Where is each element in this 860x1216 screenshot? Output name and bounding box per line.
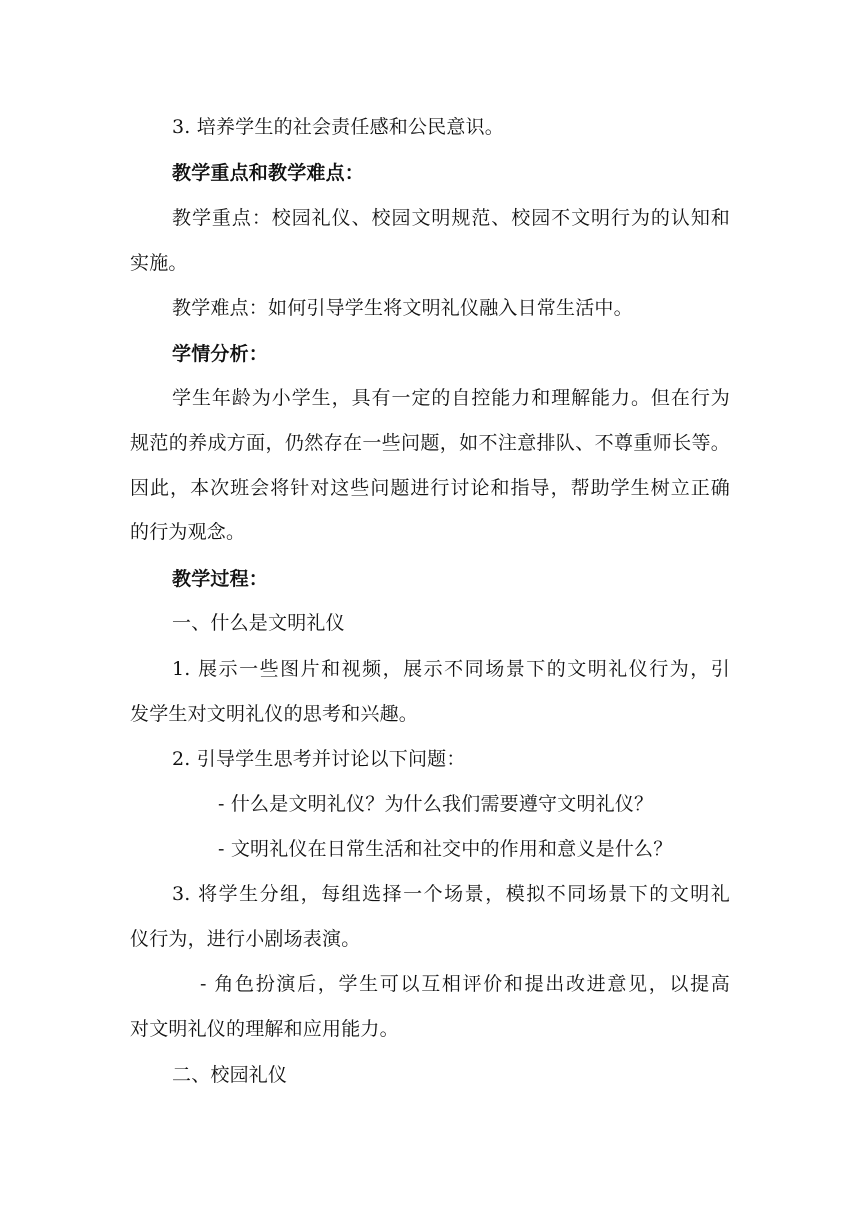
student-analysis-line-4: 的行为观念。 bbox=[130, 521, 246, 543]
student-analysis-line-3: 因此，本次班会将针对这些问题进行讨论和指导，帮助学生树立正确 bbox=[130, 477, 730, 499]
process-step-3-line-2: 仪行为，进行小剧场表演。 bbox=[130, 928, 361, 950]
key-point-line-2: 实施。 bbox=[130, 252, 188, 274]
process-step-1-line-1: 1. 展示一些图片和视频，展示不同场景下的文明礼仪行为，引 bbox=[172, 658, 730, 680]
discussion-question-1: - 什么是文明礼仪？为什么我们需要遵守文明礼仪？ bbox=[218, 793, 654, 815]
student-analysis-line-2: 规范的养成方面，仍然存在一些问题，如不注意排队、不尊重师长等。 bbox=[130, 432, 730, 454]
process-step-3-line-1: 3. 将学生分组，每组选择一个场景，模拟不同场景下的文明礼 bbox=[172, 883, 730, 905]
key-point-line-1: 教学重点：校园礼仪、校园文明规范、校园不文明行为的认知和 bbox=[172, 207, 730, 229]
process-step-1-line-2: 发学生对文明礼仪的思考和兴趣。 bbox=[130, 703, 419, 725]
section-heading-key-points: 教学重点和教学难点： bbox=[172, 162, 365, 184]
role-play-note-line-2: 对文明礼仪的理解和应用能力。 bbox=[130, 1018, 399, 1040]
section-heading-student-analysis: 学情分析： bbox=[172, 343, 269, 365]
discussion-question-2: - 文明礼仪在日常生活和社交中的作用和意义是什么？ bbox=[218, 838, 673, 860]
process-step-2: 2. 引导学生思考并讨论以下问题： bbox=[172, 748, 466, 770]
subsection-heading-campus-etiquette: 二、校园礼仪 bbox=[172, 1064, 288, 1086]
subsection-heading-what-is-etiquette: 一、什么是文明礼仪 bbox=[172, 612, 345, 634]
goal-item-3: 3. 培养学生的社会责任感和公民意识。 bbox=[172, 116, 504, 138]
role-play-note-line-1: - 角色扮演后，学生可以互相评价和提出改进意见，以提高 bbox=[200, 973, 730, 995]
section-heading-teaching-process: 教学过程： bbox=[172, 568, 269, 590]
difficult-point: 教学难点：如何引导学生将文明礼仪融入日常生活中。 bbox=[172, 297, 633, 319]
student-analysis-line-1: 学生年龄为小学生，具有一定的自控能力和理解能力。但在行为 bbox=[172, 387, 730, 409]
